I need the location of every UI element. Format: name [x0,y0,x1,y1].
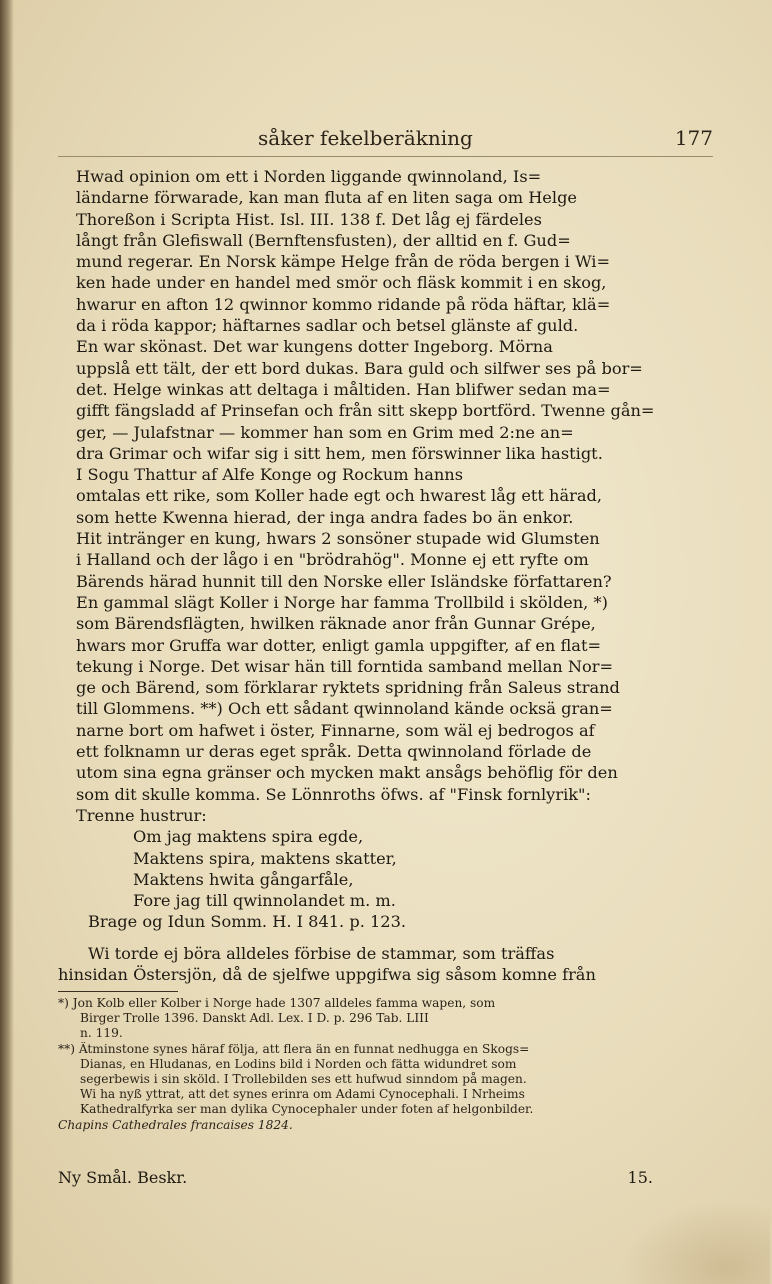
footnote-line: Dianas, en Hludanas, en Lodins bild i Norden och fätta widundret som [80,1056,517,1071]
text-line: som Bärendsflägten, hwilken räknade anor från Gunnar Grépe, [76,614,596,634]
footnote-line: *) Jon Kolb eller Kolber i Norge hade 1307 alldeles famma wapen, som [58,996,496,1010]
text-line: En gammal slägt Koller i Norge har famma Trollbild i skölden, *) [76,592,608,612]
footnote-line: segerbewis i sin sköld. I Trollebilden ses ett hufwud sinndom på magen. [80,1072,527,1087]
text-line: Wi torde ej böra alldeles förbise de stammar, som träffas [88,943,555,963]
text-line: narne bort om hafwet i öster, Finnarne, som wäl ej bedrogos af [76,720,595,740]
text-line: långt från Glefiswall (Bernftensfusten), der alltid en f. Gud= [76,230,571,250]
text-line: mund regerar. En Norsk kämpe Helge från de röda bergen i Wi= [76,252,611,272]
text-line: ken hade under en handel med smör och fläsk kommit i en skog, [76,273,607,293]
text-line: hinsidan Östersjön, då de sjelfwe uppgifwa sig såsom komne från [58,964,596,984]
footnotes [58,996,713,1133]
text-line: Hwad opinion om ett i Norden liggande qwinnoland, Is= [76,167,542,186]
verse-source [58,911,713,932]
text-line: Thoreßon i Scripta Hist. Isl. III. 138 f. Det låg ej färdeles [76,209,542,229]
footnote-line: **) Ätminstone synes häraf följa, att flera än en funnat nedhugga en Skogs= [58,1041,530,1056]
text-line: Bärends härad hunnit till den Norske eller Isländske författaren? [76,571,612,591]
text-line: ger, — Julafstnar — kommer han som en Grim med 2:ne an= [76,422,574,442]
main-text [58,166,713,985]
paragraph-1 [58,166,713,826]
text-line: uppslå ett tält, der ett bord dukas. Bara guld och silfwer ses på bor= [76,358,643,378]
text-line: En war skönast. Det war kungens dotter Ingeborg. Mörna [76,337,553,357]
page-header [58,126,713,156]
page-number: 177 [674,126,713,150]
header-rule [58,156,713,157]
verse-source-line: Brage og Idun Somm. H. I 841. p. 123. [88,912,407,932]
text-line: till Glommens. **) Och ett sådant qwinnoland kände ocksä gran= [76,699,613,719]
footnote-line: Wi ha nyß yttrat, att det synes erinra om Adami Cynocephali. I Nrheims [80,1087,525,1102]
text-line: dra Grimar och wifar sig i sitt hem, men förswinner lika hastigt. [76,443,603,463]
text-line: utom sina egna gränser och mycken makt ansågs behöflig för den [76,763,618,783]
text-line: da i röda kappor; häftarnes sadlar och betsel glänste af guld. [76,316,579,336]
footnote-rule [58,991,178,992]
paragraph-2 [58,943,713,986]
text-line: I Sogu Thattur af Alfe Konge og Rockum hanns [76,465,464,485]
text-line: i Halland och der lågo i en "brödrahög". Monne ej ett ryfte om [76,550,589,570]
text-line: hwars mor Gruffa war dotter, enligt gamla uppgifter, af en flat= [76,635,602,655]
printer-signature [58,1168,713,1192]
text-line: som hette Kwenna hierad, der inga andra fades bo än enkor. [76,507,574,527]
verse-line: Fore jag till qwinnolandet m. m. [133,891,396,911]
footnote-line: Chapins Cathedrales francaises 1824. [58,1117,293,1132]
footnote-line: Kathedralfyrka ser man dylika Cynocephaler under foten af helgonbilder. [80,1102,534,1117]
footnote-line: n. 119. [80,1026,123,1041]
text-line: som dit skulle komma. Se Lönnroths öfws. af "Finsk fornlyrik": [76,784,591,804]
signature-mark: Ny Smål. Beskr. [58,1168,188,1187]
signature-number: 15. [627,1168,653,1187]
text-line: Hit intränger en kung, hwars 2 sonsöner stupade wid Glumsten [76,529,600,549]
text-line: ett folknamn ur deras eget språk. Detta qwinnoland förlade de [76,742,592,762]
verse-block [58,826,713,911]
text-line: gifft fängsladd af Prinsefan och från sitt skepp bortförd. Twenne gån= [76,401,655,421]
verse-line: Maktens spira, maktens skatter, [133,848,397,868]
page-gutter [0,0,14,1284]
text-line: ländarne förwarade, kan man fluta af en liten saga om Helge [76,188,578,208]
text-line: Trenne hustrur: [76,805,207,825]
paper-stain [620,1200,770,1284]
verse-line: Maktens hwita gångarfåle, [133,869,354,889]
text-line: tekung i Norge. Det wisar hän till forntida samband mellan Nor= [76,656,614,676]
text-line: ge och Bärend, som förklarar ryktets spridning från Saleus strand [76,678,620,698]
footnote-line: Birger Trolle 1396. Danskt Adl. Lex. I D. p. 296 Tab. LIII [80,1011,429,1026]
text-line: omtalas ett rike, som Koller hade egt och hwarest låg ett härad, [76,486,603,506]
text-line: hwarur en afton 12 qwinnor kommo ridande på röda häftar, klä= [76,294,611,314]
running-title: såker fekelberäkning [258,126,473,150]
verse-line: Om jag maktens spira egde, [133,827,364,847]
text-line: det. Helge winkas att deltaga i måltiden. Han blifwer sedan ma= [76,379,611,399]
